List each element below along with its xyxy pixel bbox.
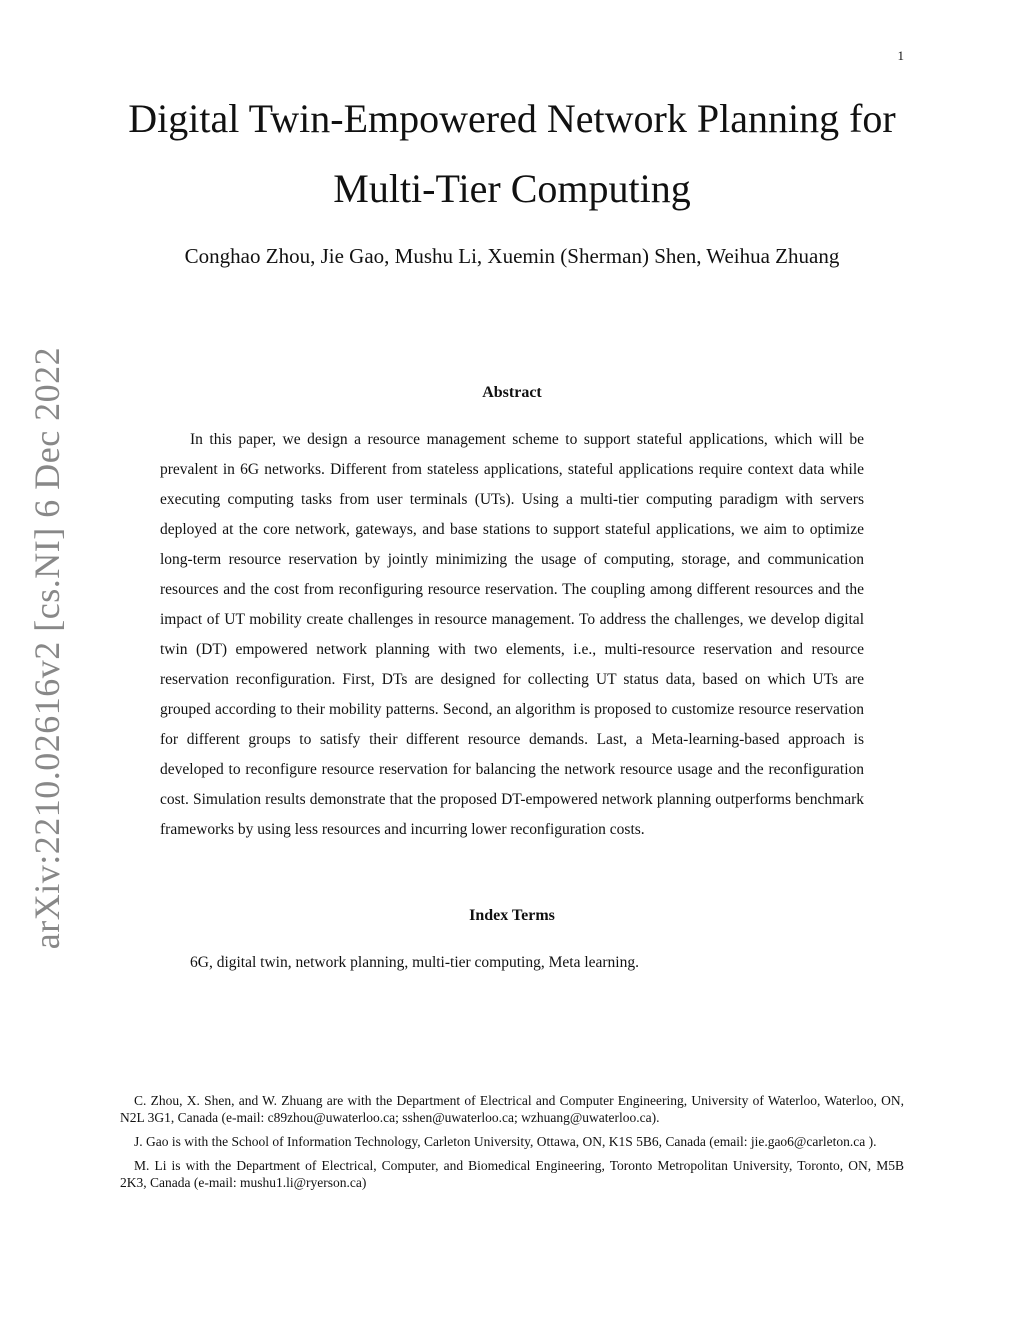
index-terms-text: 6G, digital twin, network planning, multi-tier computing, Meta learning. (190, 954, 639, 971)
footnote-affiliation-waterloo: C. Zhou, X. Shen, and W. Zhuang are with the Department of Electrical and Computer Engineering, University of Waterloo, Waterloo, ON, N2L 3G1, Canada (e-mail: c89zhou@uwaterloo.ca; sshen@uwaterloo.ca; wzhuang@uwaterloo.ca). (120, 1093, 904, 1125)
footnote-affiliation-carleton: J. Gao is with the School of Information Technology, Carleton University, Ottawa, ON, K1S 5B6, Canada (email: jie.gao6@carleton.ca ). (134, 1134, 877, 1149)
footnote-affiliation-toronto-metropolitan: M. Li is with the Department of Electrical, Computer, and Biomedical Engineering, Toronto Metropolitan University, Toronto, ON, M5B 2K3, Canada (e-mail: mushu1.li@ryerson.ca) (120, 1158, 904, 1190)
arxiv-identifier-stamp: arXiv:2210.02616v2 [cs.NI] 6 Dec 2022 (27, 346, 67, 950)
index-terms-heading: Index Terms (469, 907, 555, 924)
paper-title: Digital Twin-Empowered Network Planning for Multi-Tier Computing (128, 96, 896, 211)
author-affiliation-footnotes (120, 1092, 904, 1198)
author-list: Conghao Zhou, Jie Gao, Mushu Li, Xuemin (Sherman) Shen, Weihua Zhuang (184, 244, 840, 268)
abstract-text: In this paper, we design a resource management scheme to support stateful applications, which will be prevalent in 6G networks. Different from stateless applications, stateful applications require context data while executing computing tasks from user terminals (UTs). Using a multi-tier computing paradigm with servers deployed at the core network, gateways, and base stations to support stateful applications, we aim to optimize long-term resource reservation by jointly minimizing the usage of computing, storage, and communication resources and the cost from reconfiguring resource reservation. The coupling among different resources and the impact of UT mobility create challenges in resource management. To address the challenges, we develop digital twin (DT) empowered network planning with two elements, i.e., multi-resource reservation and resource reservation reconfiguration. First, DTs are designed for collecting UT status data, based on which UTs are grouped according to their mobility patterns. Second, an algorithm is proposed to customize resource reservation for different groups to satisfy their different resource demands. Last, a Meta-learning-based approach is developed to reconfigure resource reservation for balancing the network resource usage and the reconfiguration cost. Simulation results demonstrate that the proposed DT-empowered network planning outperforms benchmark frameworks by using less resources and incurring lower reconfiguration costs. (160, 431, 864, 838)
page-number: 1 (897, 48, 904, 63)
abstract-heading: Abstract (482, 384, 542, 401)
